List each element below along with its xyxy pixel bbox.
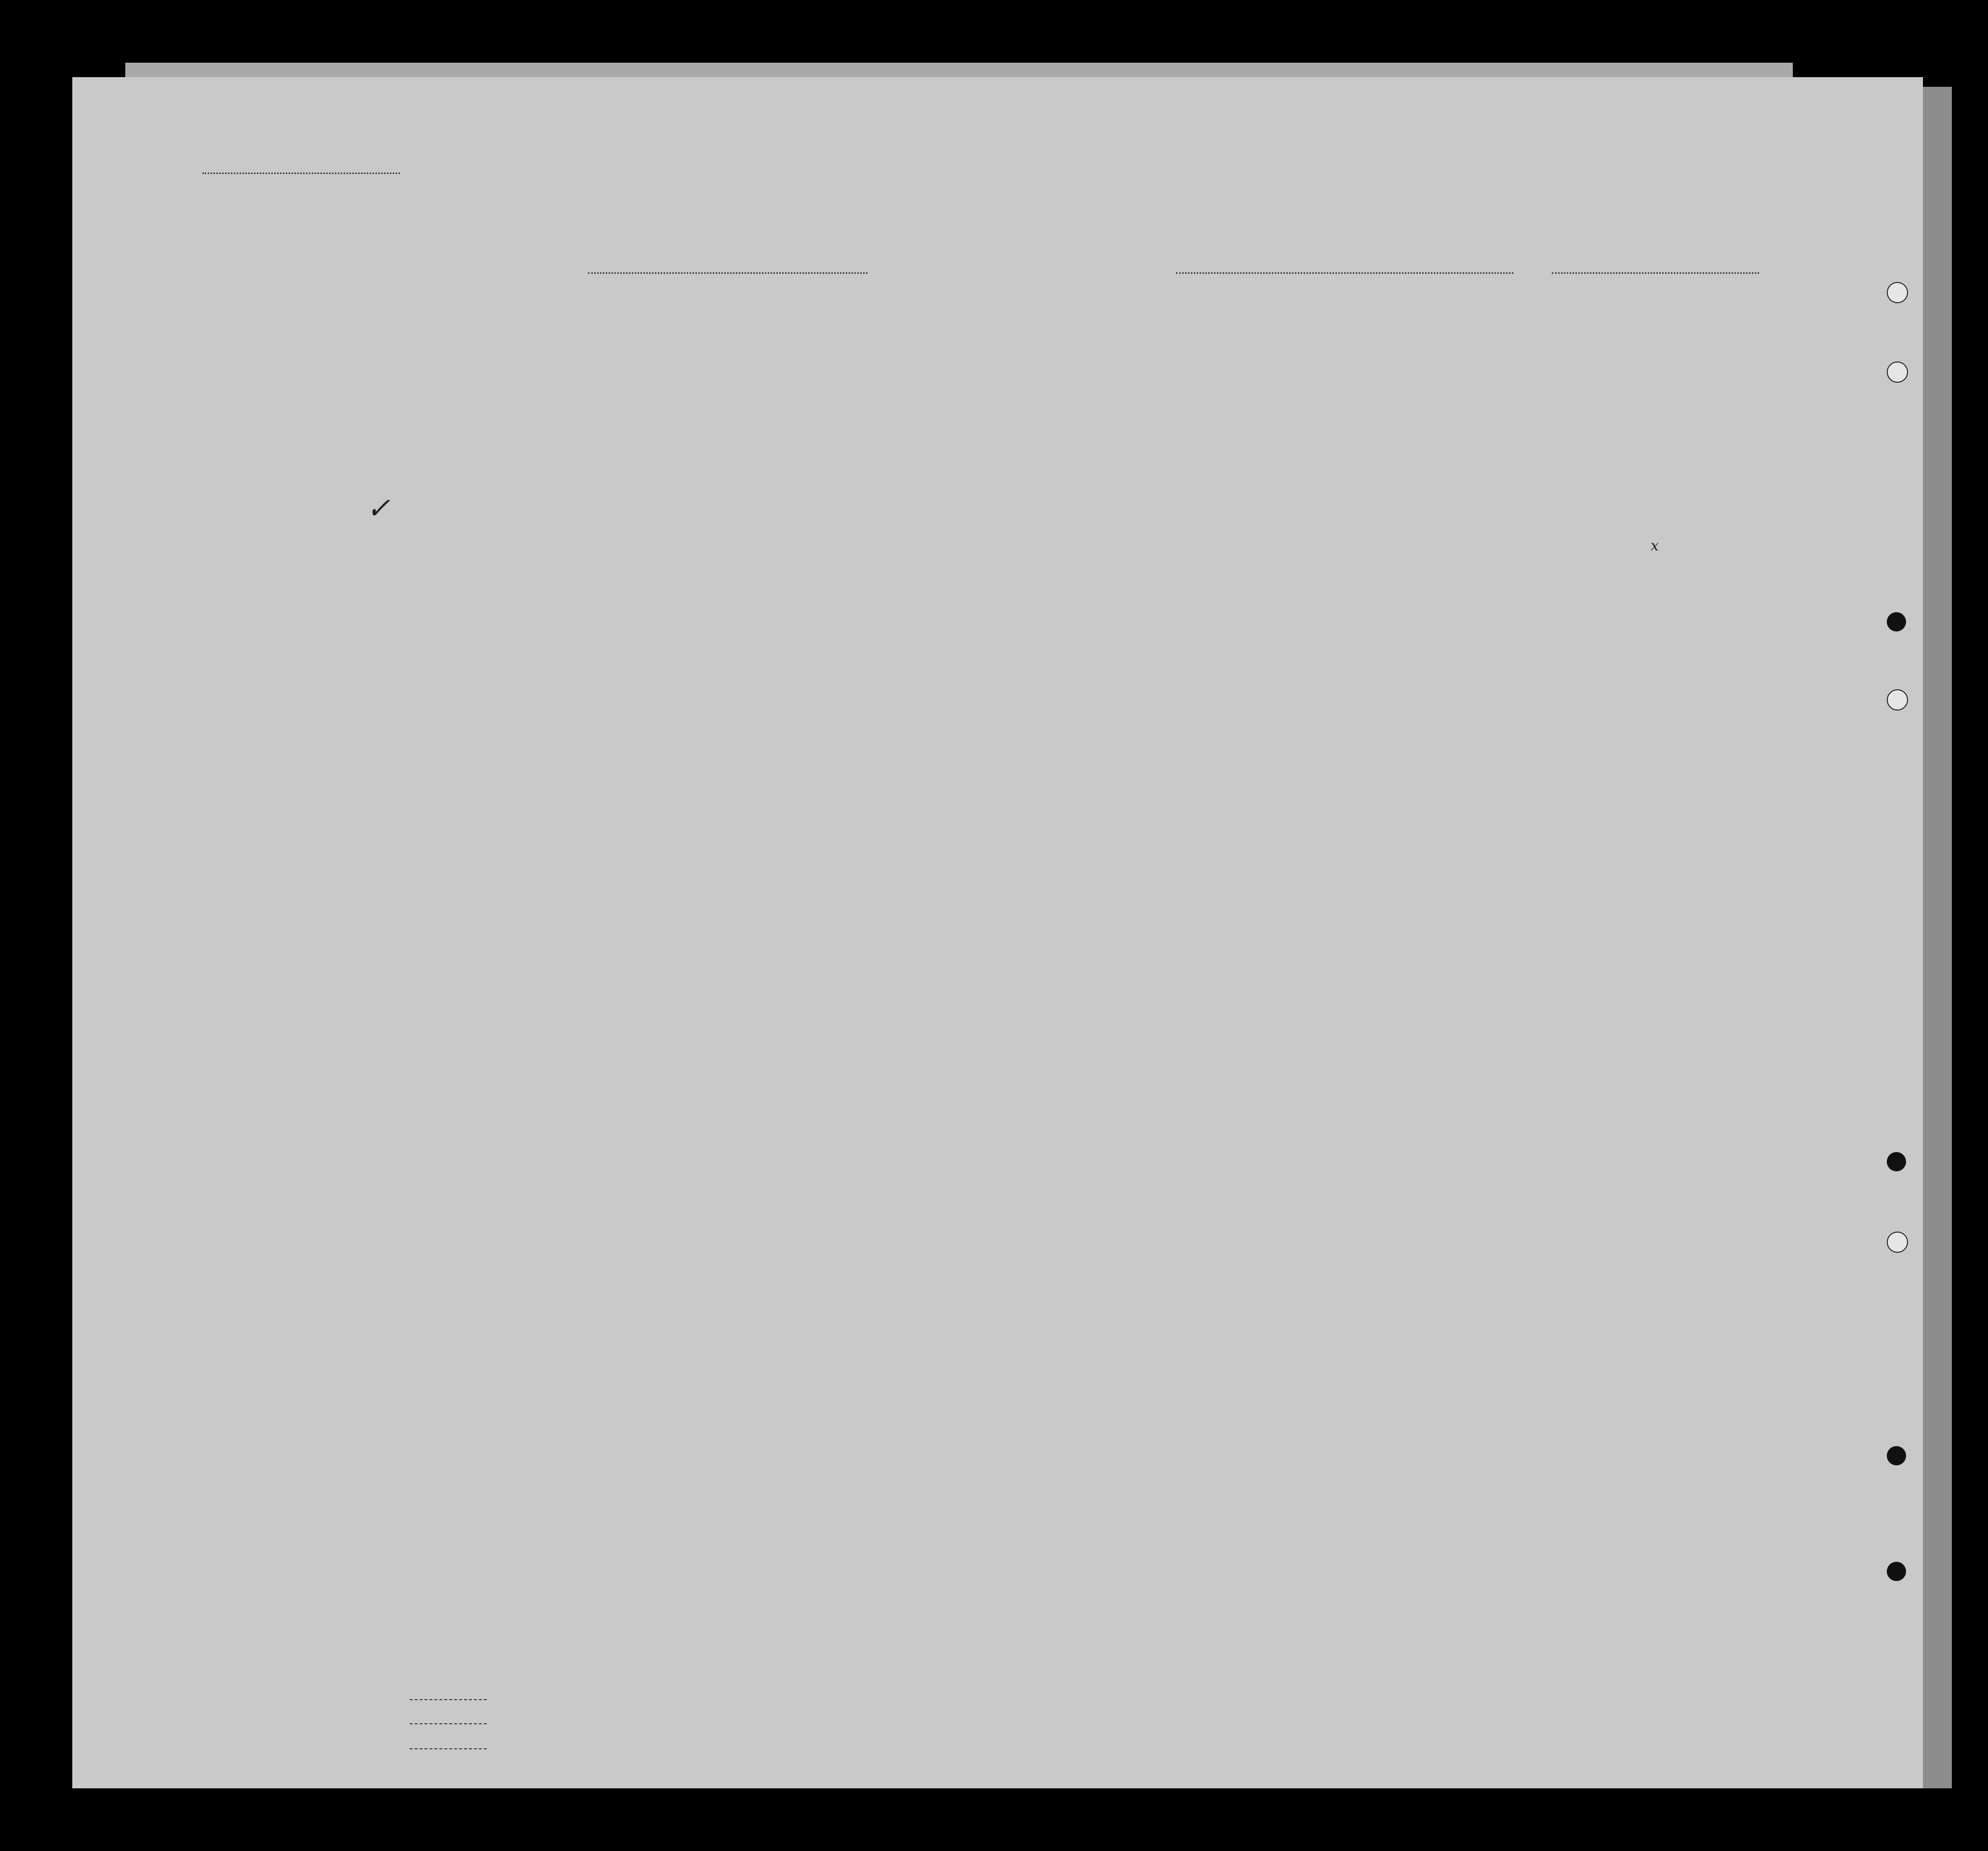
- binder-hole: [1887, 362, 1908, 383]
- citizens-line: [410, 1723, 487, 1724]
- checkmark: ✓: [366, 492, 391, 525]
- manifest-sheet: [72, 77, 1923, 1788]
- aliens-line: [410, 1748, 487, 1749]
- list-underline: [202, 173, 400, 174]
- binder-hole: [1887, 612, 1906, 631]
- binder-hole: [1887, 1152, 1906, 1171]
- binder-hole: [1887, 1232, 1908, 1253]
- ship-underline: [588, 272, 867, 274]
- total-line: [410, 1699, 487, 1700]
- binder-hole: [1887, 282, 1908, 303]
- binder-hole: [1887, 689, 1908, 711]
- date-underline: [1552, 272, 1759, 274]
- binder-hole: [1887, 1562, 1906, 1581]
- verification-mark: x: [1651, 537, 1659, 554]
- port-underline: [1176, 272, 1513, 274]
- binder-hole: [1887, 1446, 1906, 1465]
